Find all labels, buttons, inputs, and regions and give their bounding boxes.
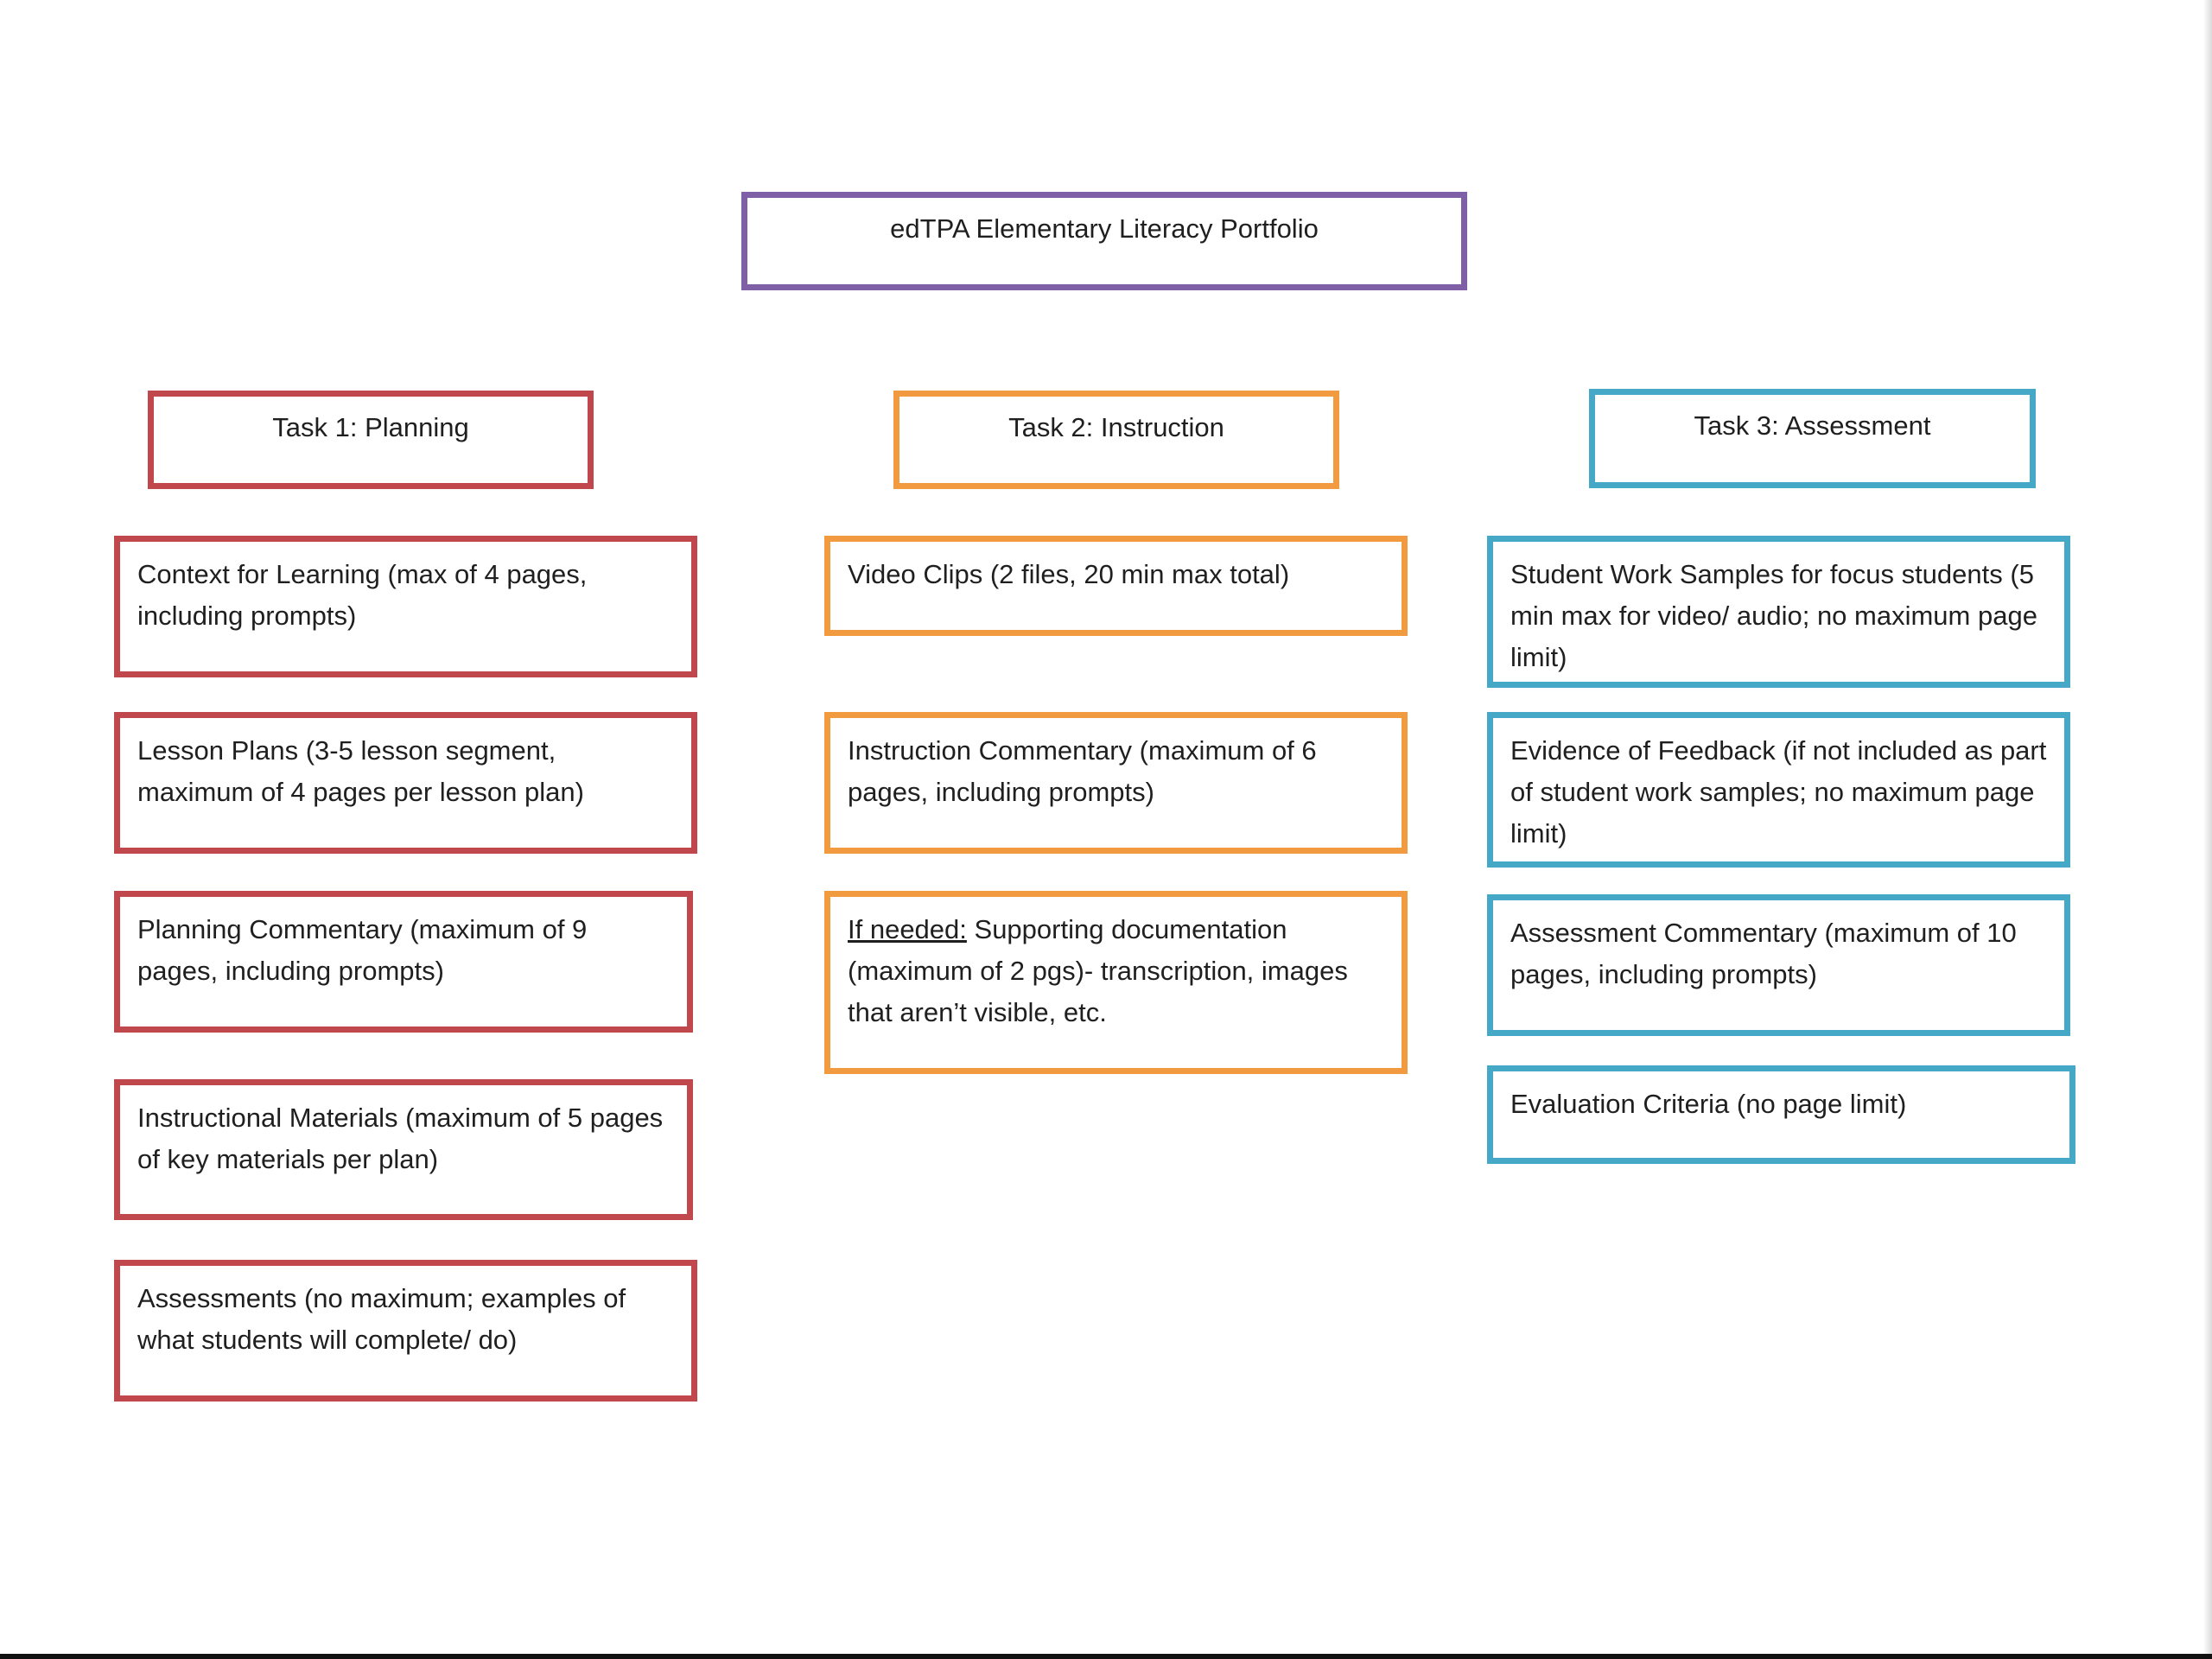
- supporting-documentation-text: Supporting documentation (maximum of 2 pgs)- transcription, images that aren’t visible, etc.: [848, 914, 1348, 1027]
- task2-header-box: [893, 391, 1339, 489]
- portfolio-title-box: [741, 192, 1467, 290]
- task3-item-student-work-samples: [1487, 536, 2070, 688]
- task3-item-text: Assessment Commentary (maximum of 10 pages, including prompts): [1510, 918, 2017, 989]
- task3-header-box: [1589, 389, 2036, 488]
- task2-item-text: [848, 909, 1384, 1033]
- portfolio-title: edTPA Elementary Literacy Portfolio: [890, 213, 1319, 244]
- task3-item-evidence-of-feedback: [1487, 712, 2070, 868]
- task1-heading: Task 1: Planning: [272, 412, 469, 442]
- task1-header-box: [148, 391, 594, 489]
- task1-item-lesson-plans: [114, 712, 697, 854]
- task1-item-text: Assessments (no maximum; examples of what students will complete/ do): [137, 1283, 626, 1355]
- task1-item-context-for-learning: [114, 536, 697, 677]
- task2-item-supporting-documentation: [824, 891, 1408, 1074]
- task2-heading: Task 2: Instruction: [1008, 412, 1224, 442]
- page-right-edge: [2203, 0, 2212, 1659]
- task3-item-evaluation-criteria: [1487, 1065, 2075, 1164]
- task1-item-text: Context for Learning (max of 4 pages, including prompts): [137, 559, 588, 631]
- task1-item-planning-commentary: [114, 891, 693, 1033]
- task3-item-text: Evaluation Criteria (no page limit): [1510, 1089, 1907, 1119]
- task1-item-text: Lesson Plans (3-5 lesson segment, maximum of 4 pages per lesson plan): [137, 735, 584, 807]
- task1-item-text: Instructional Materials (maximum of 5 pages of key materials per plan): [137, 1103, 664, 1174]
- task2-item-video-clips: [824, 536, 1408, 636]
- task3-item-text: Student Work Samples for focus students (5 min max for video/ audio; no maximum page limit): [1510, 559, 2037, 672]
- task2-item-text: Instruction Commentary (maximum of 6 pages, including prompts): [848, 735, 1317, 807]
- task1-item-instructional-materials: [114, 1079, 693, 1220]
- task1-item-assessments: [114, 1260, 697, 1402]
- task2-item-text: Video Clips (2 files, 20 min max total): [848, 559, 1290, 589]
- task3-item-assessment-commentary: [1487, 894, 2070, 1036]
- page-bottom-edge: [0, 1654, 2212, 1659]
- task3-heading: Task 3: Assessment: [1694, 410, 1931, 441]
- task3-item-text: Evidence of Feedback (if not included as part of student work samples; no maximum page limit): [1510, 735, 2047, 849]
- if-needed-label: If needed:: [848, 914, 967, 944]
- task1-item-text: Planning Commentary (maximum of 9 pages, including prompts): [137, 914, 588, 986]
- task2-item-instruction-commentary: [824, 712, 1408, 854]
